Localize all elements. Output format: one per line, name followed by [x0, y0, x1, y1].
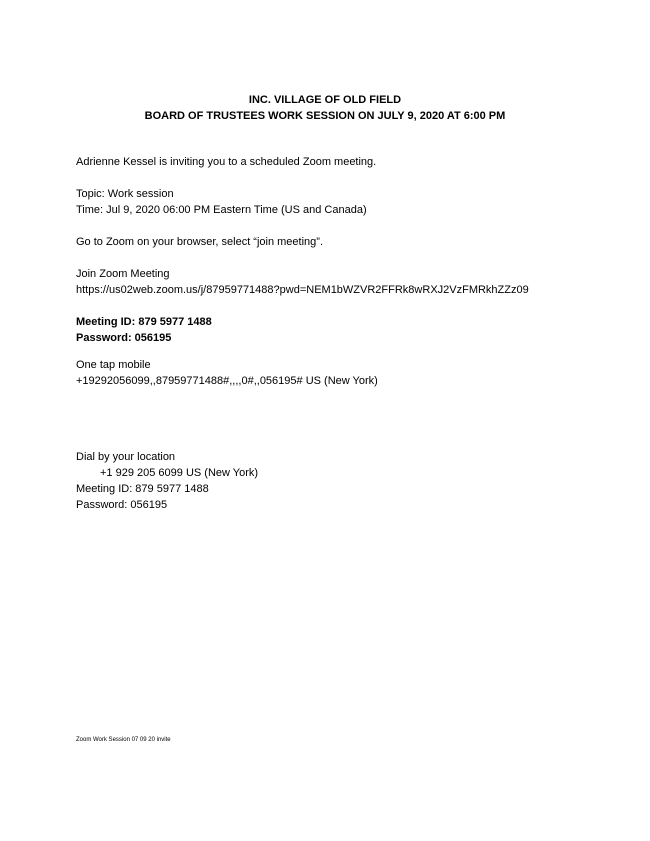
join-meeting-link[interactable]: https://us02web.zoom.us/j/87959771488?pwd=NEM1bWZVR2FFRk8wRXJ2VzFMRkhZZz09	[76, 284, 529, 296]
dial-number: +1 929 205 6099 US (New York)	[100, 467, 259, 479]
join-meeting-label: Join Zoom Meeting	[76, 268, 170, 280]
instructions-paragraph	[76, 234, 323, 250]
one-tap-number: +19292056099,,87959771488#,,,,0#,,056195# US (New York)	[76, 375, 378, 387]
invite-paragraph	[76, 154, 376, 170]
dial-password: Password: 056195	[76, 499, 168, 511]
dial-meeting-id: Meeting ID: 879 5977 1488	[76, 483, 209, 495]
document-title: INC. VILLAGE OF OLD FIELD	[248, 94, 402, 106]
dial-label: Dial by your location	[76, 451, 176, 463]
meeting-credentials	[76, 314, 212, 346]
go-to-zoom-text: Go to Zoom on your browser, select “join meeting”.	[76, 236, 323, 248]
invite-text: Adrienne Kessel is inviting you to a scheduled Zoom meeting.	[76, 156, 377, 168]
document-subtitle: BOARD OF TRUSTEES WORK SESSION ON JULY 9, 2020 AT 6:00 PM	[144, 110, 506, 122]
meeting-id-text: Meeting ID: 879 5977 1488	[76, 316, 212, 328]
topic-text: Topic: Work session	[76, 188, 174, 200]
dial-by-location-section	[76, 449, 258, 513]
join-meeting-section	[76, 266, 529, 298]
one-tap-mobile-section	[76, 357, 378, 389]
one-tap-label: One tap mobile	[76, 359, 151, 371]
page-footer: Zoom Work Session 07 09 20 invite	[76, 737, 171, 743]
password-text: Password: 056195	[76, 332, 172, 344]
time-text: Time: Jul 9, 2020 06:00 PM Eastern Time (US and Canada)	[76, 204, 367, 216]
meeting-details	[76, 186, 367, 218]
